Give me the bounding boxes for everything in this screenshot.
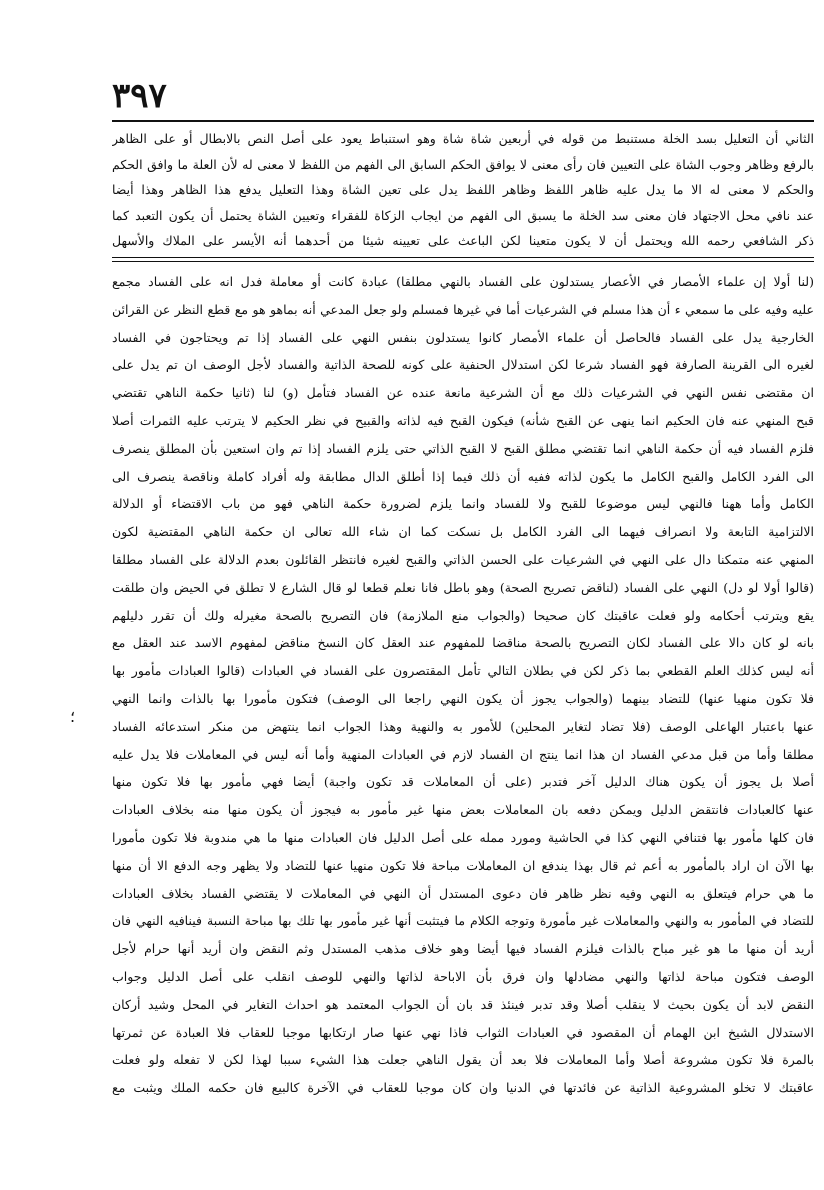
text-line: يقع ويترتب أحكامه ولو فعلت عاقبتك كان صحيحا (والجواب منع الملازمة) فان التصريح بالصحة مغيرله ولك أن تقرر دليلهم [112,607,814,623]
text-line: عنها كالعبادات فانتقض الدليل ويمكن دفعه بان المعاملات بعض منها غير مأمور به فيجوز أن يكون منها منه بخلاف العبادات [112,802,814,818]
text-line: لغيره الى القرينة الصارفة فهو الفساد شرعا لكن استدلال الحنفية على كونه للصحة الذاتية والفساد لأجل الوصف ان تم يدل على [112,357,814,373]
commentary-line: الثاني أن التعليل بسد الخلة مستنبط من قوله في أربعين شاة شاة وهو استنباط يعود على أصل النص بالابطال أو على الظاهر [112,131,814,146]
text-line: فان كلها مأمور بها فتنافي النهي كذا في الحاشية ومورد ممله على أصل الدليل فان العبادات منها ما هي مندوبة فلا تكون مأمورا [112,829,814,845]
text-line: عاقبتك لا تخلو المشروعية الذاتية عن فائدتها في الدنيا وان كان موجبا للعقاب في الآخرة كالبيع فان حكمه الملك ويثبت مع [112,1080,814,1096]
text-line: ما هي حرام فيتعلق به النهي وفيه نظر ظاهر فان دعوى المستدل أن النهي في المعاملات لا يقتضي الفساد بخلاف العبادات [112,885,814,901]
text-line: أصلا بل يجوز أن يكون هناك الدليل آخر فتدبر (على أن المعاملات قد تكون واجبة) أيضا فهي مأمور بها فلا تكون منها [112,774,814,790]
text-line: الى الفرد الكامل والقبح الكامل ما يكون لذاته ففيه أن ذلك فيما إذا أطلق الدال مطابقة وله أفراد كاملة وناقصة ينصرف الى [112,468,814,484]
text-line: المنهي عنه متمكنا دال على النهي في الشرعيات على الحسن الذاتي والقبح لغيره فانتظر القائلون بعدم الدلالة على الفساد مطلقا [112,551,814,567]
text-line: قبح المنهي عنه فان الحكيم انما ينهى عن القبح شأنه) فيكون القبح فيه لذاته والقبيح في نظر الحكيم لا يترتب عليه الثمرات أصلا [112,412,814,428]
divider-rule-lower [112,261,814,262]
text-line: فلزم الفساد فيه أن حكمة الناهي انما تقتضي مطلق القبح لا القبح الذاتي حتى يلزم الفساد إذا تم وان استعين بأن المطلق ينصرف [112,440,814,456]
page-number: ٣٩٧ [112,76,167,116]
text-line: أريد أن منها ما هو غير مباح بالذات فيلزم الفساد فيها أيضا وهو خلاف مذهب المستدل وثم النقض وان أريد أنها حرام لأجل [112,941,814,957]
text-line: أنه ليس كذلك العلم القطعي بما ذكر لكن في بطلان التالي تأمل المقتصرون على الفساد في العبادات (قالوا العبادات مأمور بها [112,663,814,679]
text-line: فلا تكون منهيا عنها) للتضاد بينهما (والجواب يجوز أن يكون النهي راجعا الى الوصف) فتكون مأمورا بها بالذات وانما النهي [112,690,814,706]
text-line: الخارجية يدل على الفساد فالحاصل أن علماء الأمصار كانوا يستدلون بنفس النهي على الفساد إذا تم ويحتاجون في الفساد [112,329,814,345]
text-line: الالتزامية التابعة ولا انصراف فيهما الى الفرد الكامل بل نسكت كما ان شاء الله تعالى ان حكمة الناهي المقتضية لكون [112,524,814,540]
text-line: الوصف فتكون مباحة لذاتها والنهي مضادلها وان فرق بأن الاباحة لذاتها والنهي للوصف انقلب على أصل الدليل وجواب [112,968,814,984]
text-line: ان مقتضى نفس النهي في الشرعيات ذلك مع أن الشرعية مانعة عنده عن الفساد فتأمل (و) لنا (ثانيا حكمة الناهي تقتضي [112,385,814,401]
text-line: بانه لو كان دالا على الفساد لكان التصريح بالصحة مناقضا للمفهوم عند العقل كان النسخ مناقض لمفهوم الاسد عند العقل مع [112,635,814,651]
text-line: الكامل وأما ههنا فالنهي ليس موضوعا للقبح ولا للفساد وانما يلزم لضرورة حكمة الناهي فهو من باب الاقتضاء أو الدلالة [112,496,814,512]
commentary-line: بالرفع وظاهر وجوب الشاة على التعيين فان رأى معنى لا يوافق الحكم السابق الى الفهم من اللفظ لا معنى له لأن العلة ما وافق الحكم [112,156,814,172]
text-line: للتضاد في المأمور به والنهي والمعاملات غير مأمورة وتوجه الكلام ما فيتثبت أنها غير مأمور بها تلك بها مباحة النسبة فينافيه النهي فان [112,913,814,929]
divider-rule-upper [112,257,814,258]
text-line: الاستدلال الشيخ ابن الهمام أن المقصود في العبادات الثواب فاذا نهي عنها صار ارتكابها موجبا للعقاب فلا العبادة عن ثمرتها [112,1024,814,1040]
text-line: بالمرة فلا تكون مشروعة أصلا وأما المعاملات فلا بعد أن يقول الناهي جعلت هذا الشيء سببا لهذا لكن لا تفعله ولو فعلت [112,1052,814,1068]
commentary-line: عند نافي محل الاجتهاد فان معنى سد الخلة ما يسبق الى الفهم من ايجاب الزكاة للفقراء وتعيين الشاة يحتمل أن يكون التعبد كما [112,207,814,223]
text-line: بها الآن ان اراد بالمأمور به أعم ثم قال بهذا يندفع ان المعاملات مباحة فلا تكون منهيا عنها للتضاد ولا يظهر وجه الدفع الا أن منها [112,857,814,873]
top-rule [112,120,814,122]
text-line: عليه وفيه على ما سمعي ء أن هذا مسلم في الشرعيات أما في غيرها فمسلم ولو جعل المدعي أنه بماهو هو مع قطع النظر عن القرائن [112,301,814,317]
commentary-line: ذكر الشافعي رحمه الله ويحتمل أن لا يكون متعينا لكن الباعث على تعيينه شيئا من أحدهما أنه الأيسر على الملاك والأسهل [112,233,814,249]
text-line: مطلقا وأما من قبل مدعي الفساد ان هذا انما ينتج ان الفساد لازم في العبادات المنهية وأما أنه ليس في المعاملات فلا يدل عليه [112,746,814,762]
text-line: النقض لابد أن يكون بحيث لا ينقلب أصلا وقد تدبر فينئذ قد بان أن الجواب المعتمد هو احداث التغاير في المحل وشيد أركان [112,996,814,1012]
main-text-block [112,268,814,1102]
text-line: (لنا أولا إن علماء الأمصار في الأعصار يستدلون على الفساد بالنهي مطلقا) عبادة كانت أو معاملة فدل انه على الفساد مجمع [112,274,814,289]
margin-mark: ؛ [70,707,76,726]
text-line: (قالوا أولا لو دل) النهي على الفساد (لناقض تصريح الصحة) وهو باطل فانا نعلم قطعا لو قال الشارع لا تطلق في الحيض وان طلقت [112,579,814,595]
commentary-block [112,126,814,254]
text-line: عنها باعتبار الهاعلى الوصف (فلا تضاد لتغاير المحلين) للأمور به والنهية وهذا الجواب انما ينتهض من منكر استدعائه الفساد [112,718,814,734]
commentary-line: والحكم لا معنى له الا ما يدل عليه ظاهر اللفظ وظاهر اللفظ يدل على تعين الشاة وهذا التعليل يدفع هذا الظاهر وهذا أيضا [112,182,814,198]
